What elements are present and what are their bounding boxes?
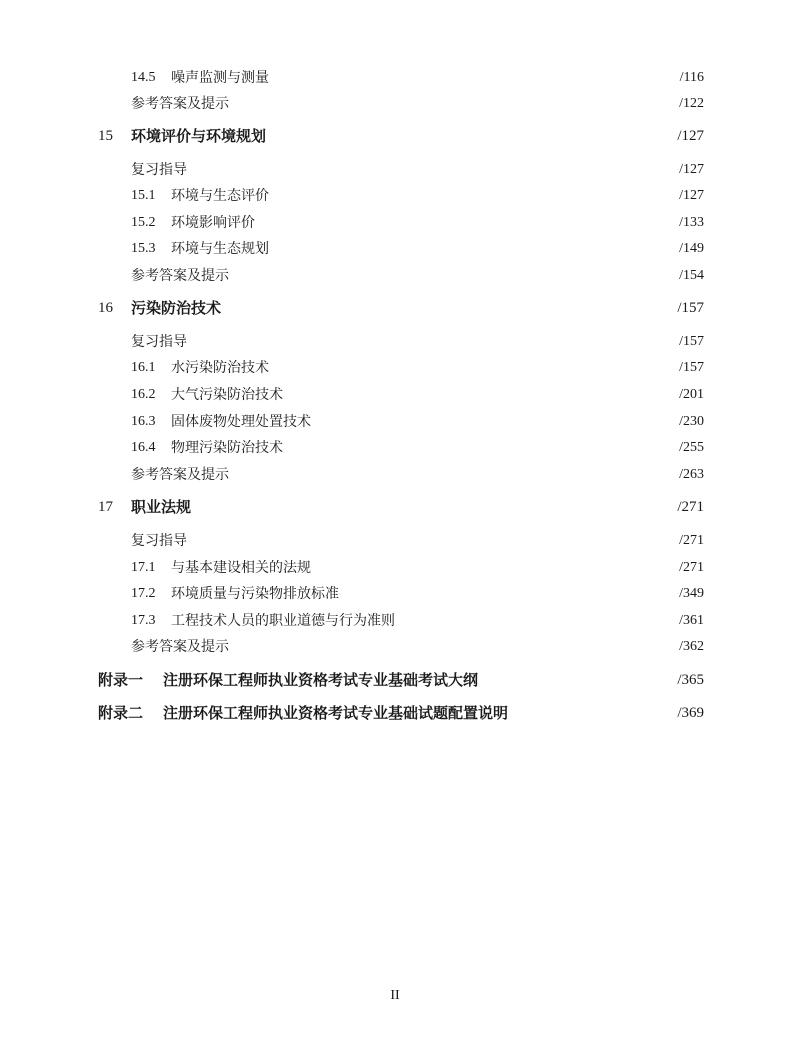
page-ref: /271 xyxy=(679,560,704,575)
section-number: 16.4 xyxy=(131,440,156,455)
section-title: 复习指导 xyxy=(131,334,187,350)
toc-entry-16-4[interactable] xyxy=(0,436,790,460)
chapter-number: 15 xyxy=(98,128,113,144)
section-title: 工程技术人员的职业道德与行为准则 xyxy=(171,613,395,629)
section-title: 与基本建设相关的法规 xyxy=(171,560,311,576)
toc-entry-16-3[interactable] xyxy=(0,410,790,434)
toc-chapter-16[interactable] xyxy=(0,296,790,320)
appendix-title: 注册环保工程师执业资格考试专业基础考试大纲 xyxy=(163,671,479,689)
toc-entry-17-1[interactable] xyxy=(0,556,790,580)
page-ref: /149 xyxy=(679,241,704,256)
toc-entry-review-15[interactable] xyxy=(0,158,790,182)
section-title: 噪声监测与测量 xyxy=(171,70,269,86)
section-number: 15.3 xyxy=(131,241,156,256)
section-number: 17.3 xyxy=(131,613,156,628)
toc-entry-15-3[interactable] xyxy=(0,237,790,261)
section-title: 环境与生态规划 xyxy=(171,241,269,257)
page-ref: /271 xyxy=(677,499,704,515)
page-ref: /157 xyxy=(679,334,704,349)
page-ref: /365 xyxy=(677,672,704,688)
page-ref: /127 xyxy=(679,188,704,203)
toc-entry-16-2[interactable] xyxy=(0,383,790,407)
page-ref: /349 xyxy=(679,586,704,601)
page-ref: /230 xyxy=(679,414,704,429)
page-ref: /127 xyxy=(679,162,704,177)
toc-entry-answers-17[interactable] xyxy=(0,635,790,659)
page-ref: /263 xyxy=(679,467,704,482)
toc-appendix-1[interactable] xyxy=(0,668,790,692)
toc-entry-answers-14[interactable] xyxy=(0,92,790,116)
page-ref: /201 xyxy=(679,387,704,402)
section-title: 环境质量与污染物排放标准 xyxy=(171,586,339,602)
section-number: 15.1 xyxy=(131,188,156,203)
page-ref: /122 xyxy=(679,96,704,111)
page-ref: /369 xyxy=(677,705,704,721)
page-ref: /127 xyxy=(677,128,704,144)
chapter-number: 17 xyxy=(98,499,113,515)
toc-entry-17-2[interactable] xyxy=(0,582,790,606)
section-number: 16.1 xyxy=(131,360,156,375)
page-ref: /133 xyxy=(679,215,704,230)
toc-chapter-17[interactable] xyxy=(0,495,790,519)
section-number: 16.2 xyxy=(131,387,156,402)
section-title: 环境影响评价 xyxy=(171,215,255,231)
section-title: 参考答案及提示 xyxy=(131,268,229,284)
page-ref: /116 xyxy=(679,70,704,85)
page-ref: /157 xyxy=(679,360,704,375)
chapter-number: 16 xyxy=(98,300,113,316)
page-ref: /361 xyxy=(679,613,704,628)
toc-entry-review-17[interactable] xyxy=(0,529,790,553)
section-number: 17.1 xyxy=(131,560,156,575)
section-title: 复习指导 xyxy=(131,533,187,549)
toc-entry-15-2[interactable] xyxy=(0,211,790,235)
toc-entry-15-1[interactable] xyxy=(0,184,790,208)
section-number: 17.2 xyxy=(131,586,156,601)
section-title: 水污染防治技术 xyxy=(171,360,269,376)
page-ref: /362 xyxy=(679,639,704,654)
page-ref: /255 xyxy=(679,440,704,455)
section-title: 参考答案及提示 xyxy=(131,467,229,483)
chapter-title: 污染防治技术 xyxy=(131,299,222,317)
section-number: 16.3 xyxy=(131,414,156,429)
toc-entry-answers-16[interactable] xyxy=(0,463,790,487)
section-title: 大气污染防治技术 xyxy=(171,387,283,403)
section-title: 复习指导 xyxy=(131,162,187,178)
section-number: 15.2 xyxy=(131,215,156,230)
toc-entry-16-1[interactable] xyxy=(0,356,790,380)
page-ref: /157 xyxy=(677,300,704,316)
toc-appendix-2[interactable] xyxy=(0,701,790,725)
toc-entry-14-5[interactable] xyxy=(0,66,790,90)
page-ref: /154 xyxy=(679,268,704,283)
chapter-title: 职业法规 xyxy=(131,498,192,516)
section-title: 参考答案及提示 xyxy=(131,96,229,112)
chapter-title: 环境评价与环境规划 xyxy=(131,127,267,145)
section-title: 参考答案及提示 xyxy=(131,639,229,655)
appendix-label: 附录二 xyxy=(98,704,144,722)
page-ref: /271 xyxy=(679,533,704,548)
toc-entry-17-3[interactable] xyxy=(0,609,790,633)
section-title: 物理污染防治技术 xyxy=(171,440,283,456)
toc-chapter-15[interactable] xyxy=(0,124,790,148)
page-number: II xyxy=(390,988,400,1003)
appendix-title: 注册环保工程师执业资格考试专业基础试题配置说明 xyxy=(163,704,509,722)
section-number: 14.5 xyxy=(131,70,156,85)
toc-entry-review-16[interactable] xyxy=(0,330,790,354)
toc-entry-answers-15[interactable] xyxy=(0,264,790,288)
section-title: 环境与生态评价 xyxy=(171,188,269,204)
section-title: 固体废物处理处置技术 xyxy=(171,414,311,430)
appendix-label: 附录一 xyxy=(98,671,144,689)
